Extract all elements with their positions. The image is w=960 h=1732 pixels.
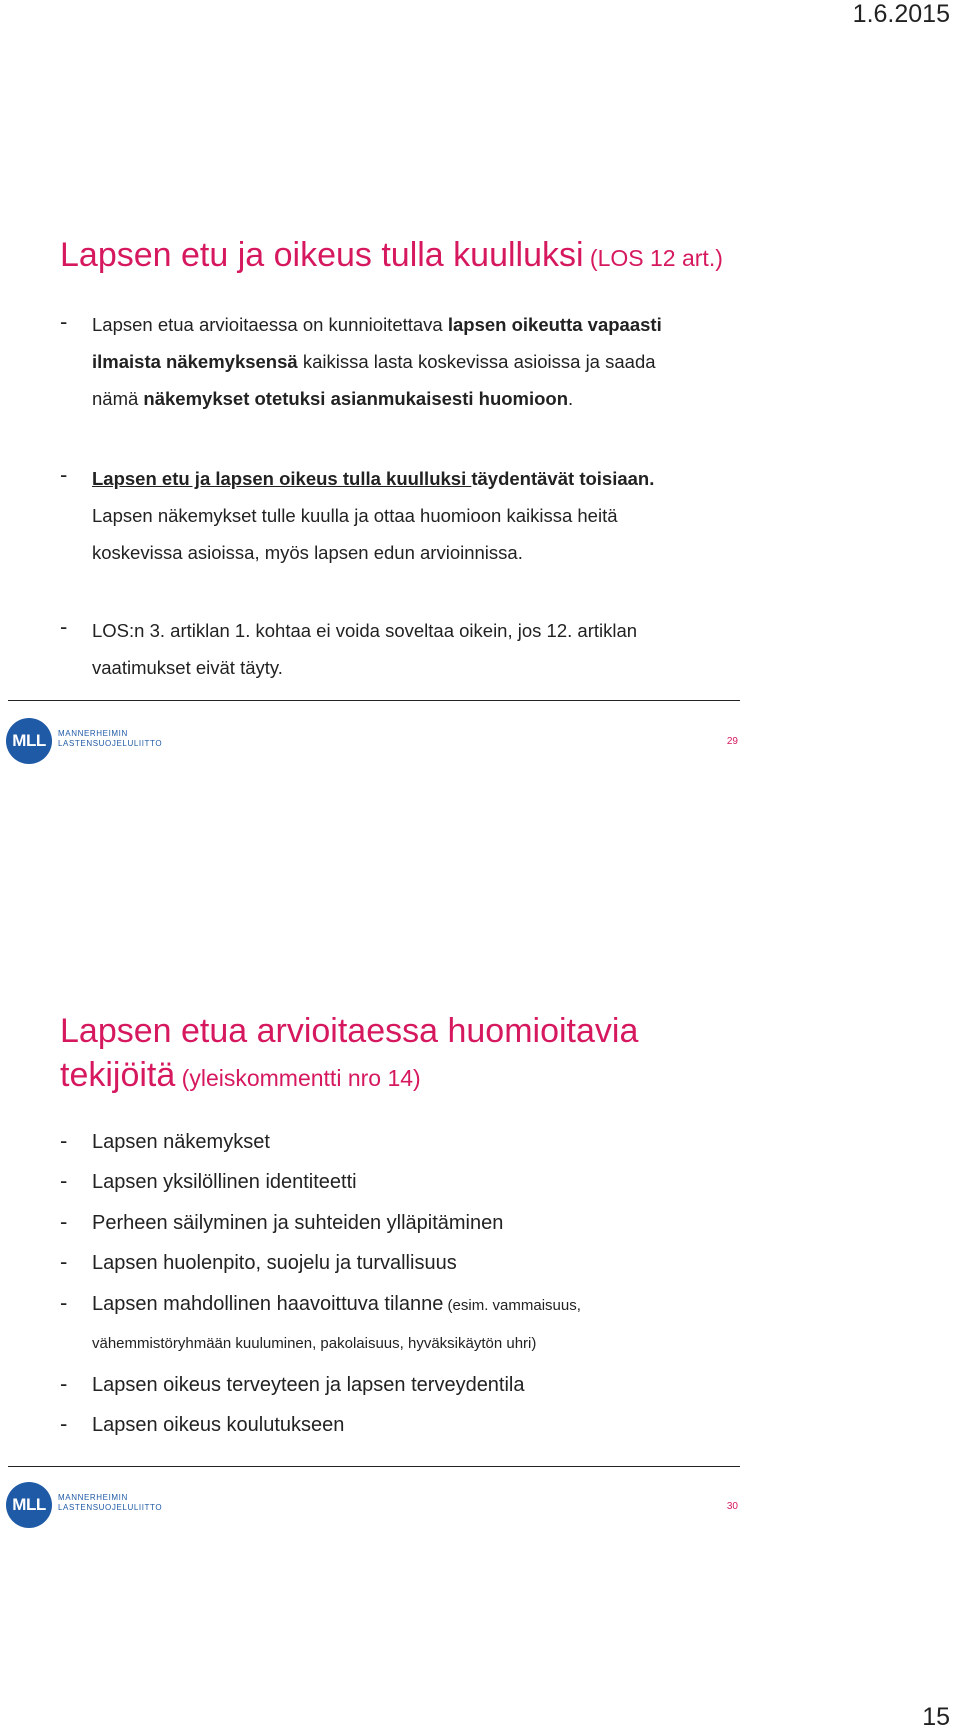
list-item: - Lapsen näkemykset <box>60 1128 270 1153</box>
mll-logo-text: MANNERHEIMIN LASTENSUOJELULIITTO <box>58 729 163 748</box>
slide-title-line-1: Lapsen etua arvioitaessa huomioitavia <box>60 1012 639 1050</box>
slide-divider <box>8 700 740 701</box>
bullet-3-line-2: vaatimukset eivät täyty. <box>92 657 283 678</box>
mll-logo-mark: MLL <box>6 1482 52 1528</box>
bullet-1-line-2: ilmaista näkemyksensä kaikissa lasta koskevissa asioissa ja saada <box>92 351 656 372</box>
bullet-3-line-1: LOS:n 3. artiklan 1. kohtaa ei voida soveltaa oikein, jos 12. artiklan <box>92 620 638 641</box>
slide-title-main: Lapsen etu ja oikeus tulla kuulluksi <box>60 236 584 274</box>
list-item: - Lapsen oikeus terveyteen ja lapsen terveydentila <box>60 1371 525 1396</box>
list-item: - Lapsen huolenpito, suojelu ja turvallisuus <box>60 1249 457 1274</box>
bullet-1-line-3: nämä näkemykset otetuksi asianmukaisesti huomioon. <box>92 388 574 409</box>
page-number: 15 <box>922 1703 950 1731</box>
slide-title <box>60 236 723 275</box>
list-item: - Lapsen mahdollinen haavoittuva tilanne (esim. vammaisuus, <box>60 1290 581 1315</box>
bullet-2-line-3: koskevissa asioissa, myös lapsen edun arvioinnissa. <box>92 542 523 563</box>
slide-title-line-2: tekijöitä (yleiskommentti nro 14) <box>60 1056 421 1094</box>
mll-logo <box>6 718 163 768</box>
list-item-note: vähemmistöryhmään kuuluminen, pakolaisuus, hyväksikäytön uhri) <box>92 1335 537 1352</box>
slide-number: 29 <box>726 736 738 747</box>
bullet-2-line-2: Lapsen näkemykset tulle kuulla ja ottaa huomioon kaikissa heitä <box>92 505 618 526</box>
bullet-dash: - <box>60 462 68 487</box>
list-item: - Perheen säilyminen ja suhteiden ylläpitäminen <box>60 1209 504 1234</box>
bullet-1-line-1: Lapsen etua arvioitaessa on kunnioitettava lapsen oikeutta vapaasti <box>92 314 662 335</box>
slide-number: 30 <box>726 1501 738 1512</box>
page-date: 1.6.2015 <box>852 0 950 28</box>
mll-logo-mark: MLL <box>6 718 52 764</box>
slide-divider <box>8 1466 740 1467</box>
list-item: - Lapsen yksilöllinen identiteetti <box>60 1168 357 1193</box>
mll-logo-text: MANNERHEIMIN LASTENSUOJELULIITTO <box>58 1493 163 1512</box>
bullet-2-line-1: Lapsen etu ja lapsen oikeus tulla kuulluksi täydentävät toisiaan. <box>92 468 655 489</box>
mll-logo <box>6 1482 163 1532</box>
slide-title-sub: (LOS 12 art.) <box>583 245 723 271</box>
bullet-dash: - <box>60 614 68 639</box>
list-item: - Lapsen oikeus koulutukseen <box>60 1411 345 1436</box>
bullet-dash: - <box>60 309 68 334</box>
